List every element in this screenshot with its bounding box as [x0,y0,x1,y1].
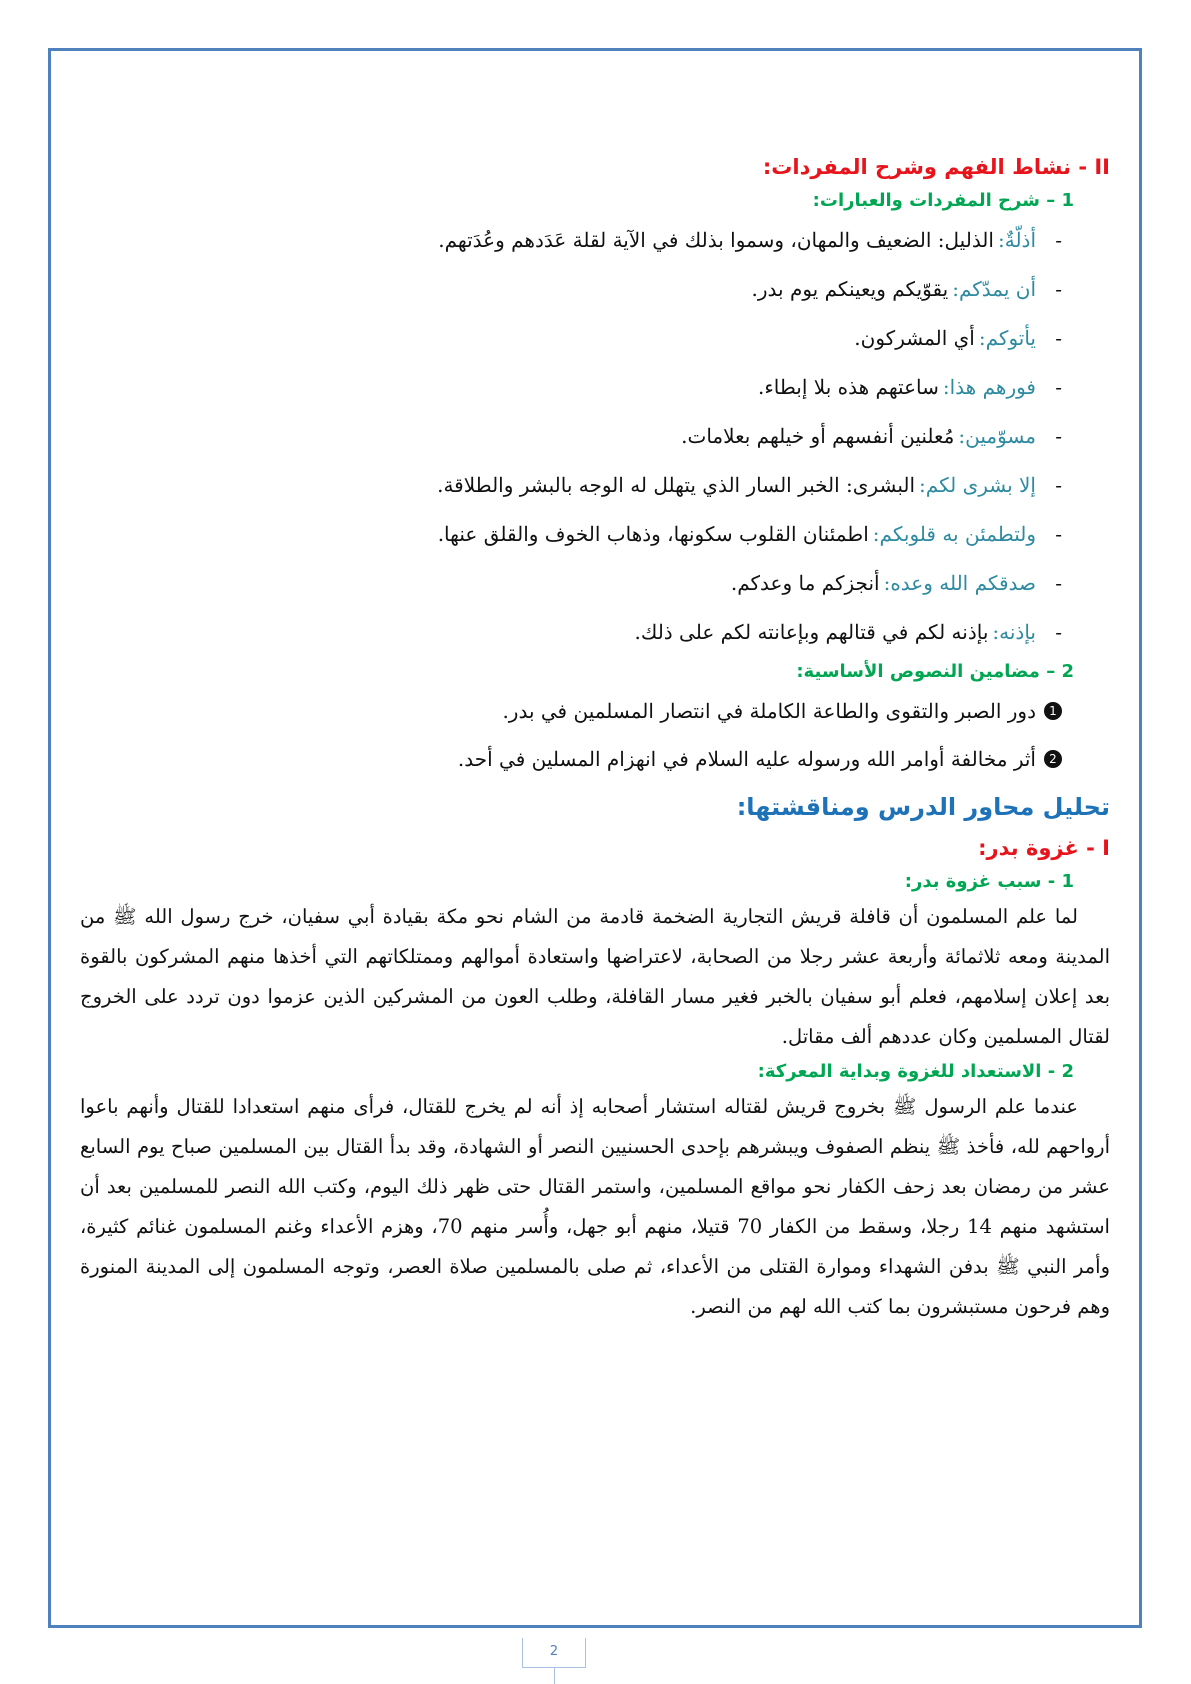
list-item: - فورهم هذا : ساعتهم هذه بلا إبطاء. [80,363,1062,412]
vocab-term: ولتطمئن به قلوبكم [879,522,1036,546]
list-item: - صدقكم الله وعده : أنجزكم ما وعدكم. [80,559,1062,608]
paragraph-cause [80,897,1110,1057]
paragraph-preparation [80,1087,1110,1327]
vocab-definition: ساعتهم هذه بلا إبطاء. [758,375,939,399]
paragraph-text: لما علم المسلمون أن قافلة قريش التجارية الضخمة قادمة من الشام نحو مكة بقيادة أبي سفيان، خرج رسول الله ﷺ من المدينة ومعه ثلاثمائة وأربعة عشر رجلا من الصحابة، لاعتراضها واستعادة أموالهم وممتلكاتهم التي أخذها منهم المشركون بالقوة بعد إعلان إسلامهم، فعلم أبو سفيان بالخبر فغير مسار القافلة، وطلب العون من المشركين الذين عزموا دون تردد على الخروج لقتال المسلمين وكان عددهم ألف مقاتل. [80,905,1110,1048]
list-item: - أذلّةٌ : الذليل: الضعيف والمهان، وسموا بذلك في الآية لقلة عَدَدهم وعُدَتهم. [80,216,1062,265]
vocab-term: أن يمدّكم [958,277,1036,301]
vocab-definition: الذليل: الضعيف والمهان، وسموا بذلك في الآية لقلة عَدَدهم وعُدَتهم. [438,228,994,252]
vocab-term: يأتوكم [985,326,1036,350]
vocabulary-list [80,216,1110,657]
themes-list [80,687,1110,783]
list-item: - إلا بشرى لكم : البشرى: الخبر السار الذي يتهلل له الوجه بالبشر والطلاقة. [80,461,1062,510]
vocab-definition: اطمئنان القلوب سكونها، وذهاب الخوف والقلق عنها. [437,522,869,546]
vocab-definition: مُعلنين أنفسهم أو خيلهم بعلامات. [681,424,955,448]
vocab-definition: البشرى: الخبر السار الذي يتهلل له الوجه بالبشر والطلاقة. [437,473,916,497]
section-heading-comprehension: II - نشاط الفهم وشرح المفردات: [762,155,1110,179]
vocab-definition: بإذنه لكم في قتالهم وبإعانته لكم على ذلك. [634,620,989,644]
number-badge-icon: 1 [1044,702,1062,720]
paragraph-text: عندما علم الرسول ﷺ بخروج قريش لقتاله استشار أصحابه إذ أنه لم يخرج للقتال، فرأى منهم استعدادا للقتال وأنهم باعوا أرواحهم لله، فأخذ ﷺ ينظم الصفوف ويبشرهم بإحدى الحسنيين النصر أو الشهادة، وقد بدأ القتال بين المسلمين صباح يوم السابع عشر من رمضان بعد زحف الكفار نحو مواقع المسلمين، واستمر القتال حتى ظهر ذلك اليوم، وكتب الله النصر للمسلمين بعد أن استشهد منهم 14 رجلا، وسقط من الكفار 70 قتيلا، منهم أبو جهل، وأُسر منهم 70، وهزم الأعداء وغنم المسلمون غنائم كثيرة، وأمر النبي ﷺ بدفن الشهداء وموارة القتلى من الأعداء، ثم صلى بالمسلمين صلاة العصر، وتوجه المسلمون إلى المدينة المنورة وهم فرحون مستبشرون بما كتب الله لهم من النصر. [80,1095,1110,1318]
theme-text: دور الصبر والتقوى والطاعة الكاملة في انتصار المسلمين في بدر. [502,699,1036,723]
vocab-definition: أنجزكم ما وعدكم. [730,571,880,595]
subheading-vocabulary: 1 – شرح المفردات والعبارات: [812,190,1074,211]
page-number: 2 [522,1638,586,1668]
list-item: - يأتوكم : أي المشركون. [80,314,1062,363]
analysis-heading: تحليل محاور الدرس ومناقشتها: [736,793,1110,821]
vocab-term: إلا بشرى لكم [925,473,1036,497]
vocab-definition: أي المشركون. [854,326,975,350]
vocab-term: أذلّةٌ [1004,228,1036,252]
list-item [80,687,1062,735]
list-item: - ولتطمئن به قلوبكم : اطمئنان القلوب سكونها، وذهاب الخوف والقلق عنها. [80,510,1062,559]
list-item: - مسوّمين : مُعلنين أنفسهم أو خيلهم بعلامات. [80,412,1062,461]
vocab-definition: يقوّيكم ويعينكم يوم بدر. [751,277,949,301]
page-number-connector [554,1668,555,1684]
theme-text: أثر مخالفة أوامر الله ورسوله عليه السلام في انهزام المسلين في أحد. [457,747,1036,771]
list-item: - بإذنه : بإذنه لكم في قتالهم وبإعانته لكم على ذلك. [80,608,1062,657]
list-item [80,735,1062,783]
section-heading-badr: I - غزوة بدر: [978,836,1110,860]
subheading-main-themes: 2 – مضامين النصوص الأساسية: [796,661,1074,682]
subheading-cause: 1 - سبب غزوة بدر: [904,871,1074,892]
vocab-term: مسوّمين [965,424,1036,448]
vocab-term: فورهم هذا [949,375,1036,399]
list-item: - أن يمدّكم : يقوّيكم ويعينكم يوم بدر. [80,265,1062,314]
vocab-term: صدقكم الله وعده [890,571,1036,595]
subheading-preparation: 2 - الاستعداد للغزوة وبداية المعركة: [757,1061,1074,1082]
document-body [80,150,1110,1327]
vocab-term: بإذنه [999,620,1036,644]
number-badge-icon: 2 [1044,750,1062,768]
